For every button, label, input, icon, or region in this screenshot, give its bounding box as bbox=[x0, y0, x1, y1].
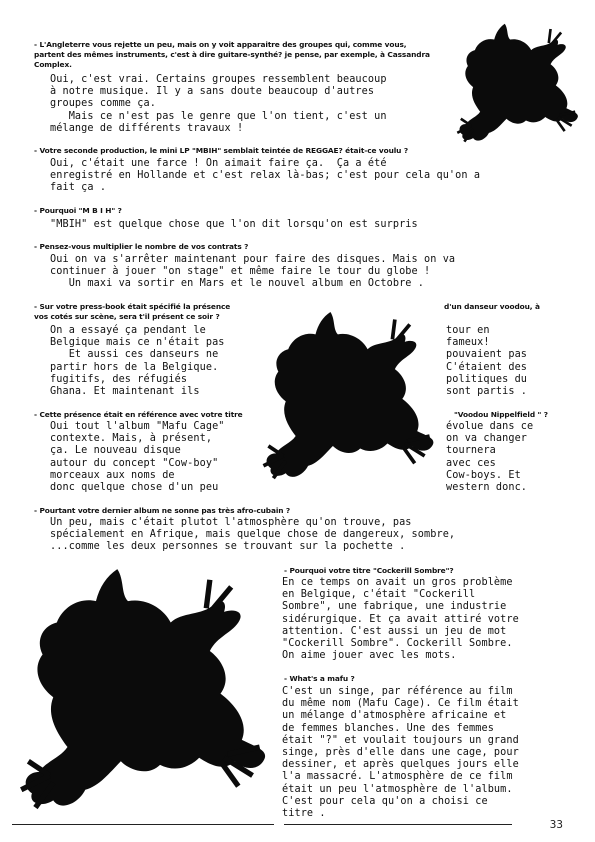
answer-8: En ce temps on avait un gros problème en Belgique, c'était "Cockerill Sombre", une fabrique, une industrie sidérurgique. Et ça avait attiré votre attention. C'est aussi un jeu de mot "Cockerill Sombre". Cockerill Sombre. On aime jouer avec les mots. bbox=[282, 577, 519, 662]
question-6-right: "Voodou Nippelfield " ? bbox=[454, 410, 548, 419]
question-8: - Pourquoi votre titre "Cockerill Sombre"? bbox=[284, 566, 454, 575]
question-2: - Votre seconde production, le mini LP "MBIH" semblait teintée de REGGAE? était-ce voulu ? bbox=[34, 146, 409, 155]
dancer-figure-top bbox=[452, 14, 584, 154]
question-6-left: - Cette présence était en référence avec votre titre bbox=[34, 410, 243, 419]
question-1: - L'Angleterre vous rejette un peu, mais on y voit apparaitre des groupes qui, comme vous, partent des mêmes instruments, c'est à dire guitare-synthé? je pense, par exemple, à Cassandra Complex. bbox=[34, 40, 430, 69]
answer-3: "MBIH" est quelque chose que l'on dit lorsqu'on est surpris bbox=[50, 219, 418, 230]
page-number: 33 bbox=[549, 818, 563, 831]
answer-5-right: tour en fameux! pouvaient pas C'étaient des politiques du sont partis . bbox=[446, 325, 528, 398]
answer-7: Un peu, mais c'était plutot l'atmosphère qu'on trouve, pas spécialement en Afrique, mais quelque chose de dangereux, sombre, ...comme les deux personnes se trouvant sur la pochette . bbox=[50, 517, 456, 553]
question-5-right: d'un danseur voodou, à bbox=[444, 302, 540, 311]
question-7: - Pourtant votre dernier album ne sonne pas très afro-cubain ? bbox=[34, 506, 291, 515]
answer-9: C'est un singe, par référence au film du même nom (Mafu Cage). Ce film était un mélange d'atmosphère africaine et de femmes blanches. Une des femmes était "?" et voulait toujours un grand singe, près d'elle dans une cage, pour dessiner, et après quelques jours elle l'a massacré. L'atmosphère de ce film était un peu l'atmosphère de l'album. C'est pour cela qu'on a choisi ce titre . bbox=[282, 686, 519, 820]
answer-6-right: évolue dans ce on va changer tournera avec ces Cow-boys. Et western donc. bbox=[446, 421, 534, 494]
answer-2: Oui, c'était une farce ! On aimait faire ça. Ça a été enregistré en Hollande et c'est relax là-bas; c'est pour cela qu'on a fait ça . bbox=[50, 158, 481, 194]
question-4: - Pensez-vous multiplier le nombre de vos contrats ? bbox=[34, 242, 249, 251]
answer-6-left: Oui tout l'album "Mafu Cage" contexte. Mais, à présent, ça. Le nouveau disque autour du concept "Cow-boy" morceaux aux noms de donc quelque chose d'un peu bbox=[50, 421, 225, 494]
answer-4: Oui on va s'arrêter maintenant pour faire des disques. Mais on va continuer à jouer "on stage" et même faire le tour du globe ! Un maxi va sortir en Mars et le nouvel album en Octobre . bbox=[50, 254, 456, 290]
question-9: - What's a mafu ? bbox=[284, 674, 355, 683]
dancer-figure-middle bbox=[256, 300, 442, 494]
bottom-rule-left bbox=[12, 824, 274, 825]
bottom-rule-right bbox=[284, 824, 512, 825]
answer-1: Oui, c'est vrai. Certains groupes ressemblent beaucoup à notre musique. Il y a sans doute beaucoup d'autres groupes comme ça. Mais ce n'est pas le genre que l'on tient, c'est un mélange de différents travaux ! bbox=[50, 74, 387, 134]
question-3: - Pourquoi "M B I H" ? bbox=[34, 206, 122, 215]
answer-5-left: On a essayé ça pendant le Belgique mais ce n'était pas Et aussi ces danseurs ne partir hors de la Belgique. fugitifs, des réfugiés Ghana. Et maintenant ils bbox=[50, 325, 225, 398]
dancer-figure-bottom bbox=[6, 562, 282, 820]
question-5-left: - Sur votre press-book était spécifié la présence vos cotés sur scène, sera t'il présent ce soir ? bbox=[34, 302, 231, 321]
